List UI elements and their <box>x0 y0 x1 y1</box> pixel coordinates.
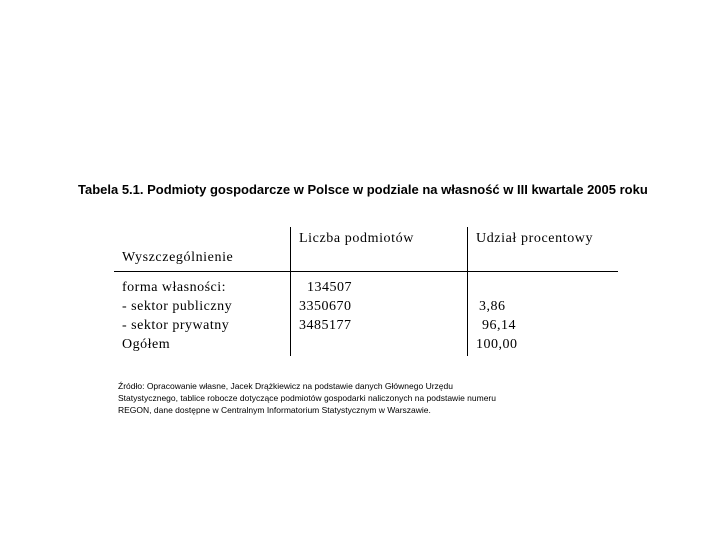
header-description: Wyszczególnienie <box>122 250 234 265</box>
row-label: forma własności: <box>122 280 227 295</box>
source-line: Statystycznego, tablice robocze dotyczące podmiotów gospodarki naliczonych na podstawie numeru <box>118 393 496 403</box>
header-share: Udział procentowy <box>476 231 594 246</box>
share-value: 96,14 <box>482 318 516 333</box>
row-label: Ogółem <box>122 337 171 352</box>
table-header-row <box>114 227 618 272</box>
counts-cell <box>291 272 468 357</box>
header-cell-share <box>468 227 619 272</box>
header-cell-count <box>291 227 468 272</box>
ownership-table <box>114 227 618 356</box>
count-value: 134507 <box>307 280 352 295</box>
header-count: Liczba podmiotów <box>299 231 414 246</box>
source-line: Źródło: Opracowanie własne, Jacek Drążkiewicz na podstawie danych Głównego Urzędu <box>118 381 453 391</box>
table-row <box>114 272 618 357</box>
count-value: 3485177 <box>299 318 352 333</box>
header-cell-description <box>114 227 291 272</box>
share-value: 3,86 <box>479 299 506 314</box>
source-note <box>118 380 580 416</box>
labels-cell <box>114 272 291 357</box>
source-line: REGON, dane dostępne w Centralnym Informatorium Statystycznym w Warszawie. <box>118 405 431 415</box>
shares-cell <box>468 272 619 357</box>
row-label: - sektor publiczny <box>122 299 233 314</box>
row-label: - sektor prywatny <box>122 318 230 333</box>
share-value: 100,00 <box>476 337 518 352</box>
count-value: 3350670 <box>299 299 352 314</box>
table-caption: Tabela 5.1. Podmioty gospodarcze w Polsce w podziale na własność w III kwartale 2005 roku <box>78 182 648 197</box>
